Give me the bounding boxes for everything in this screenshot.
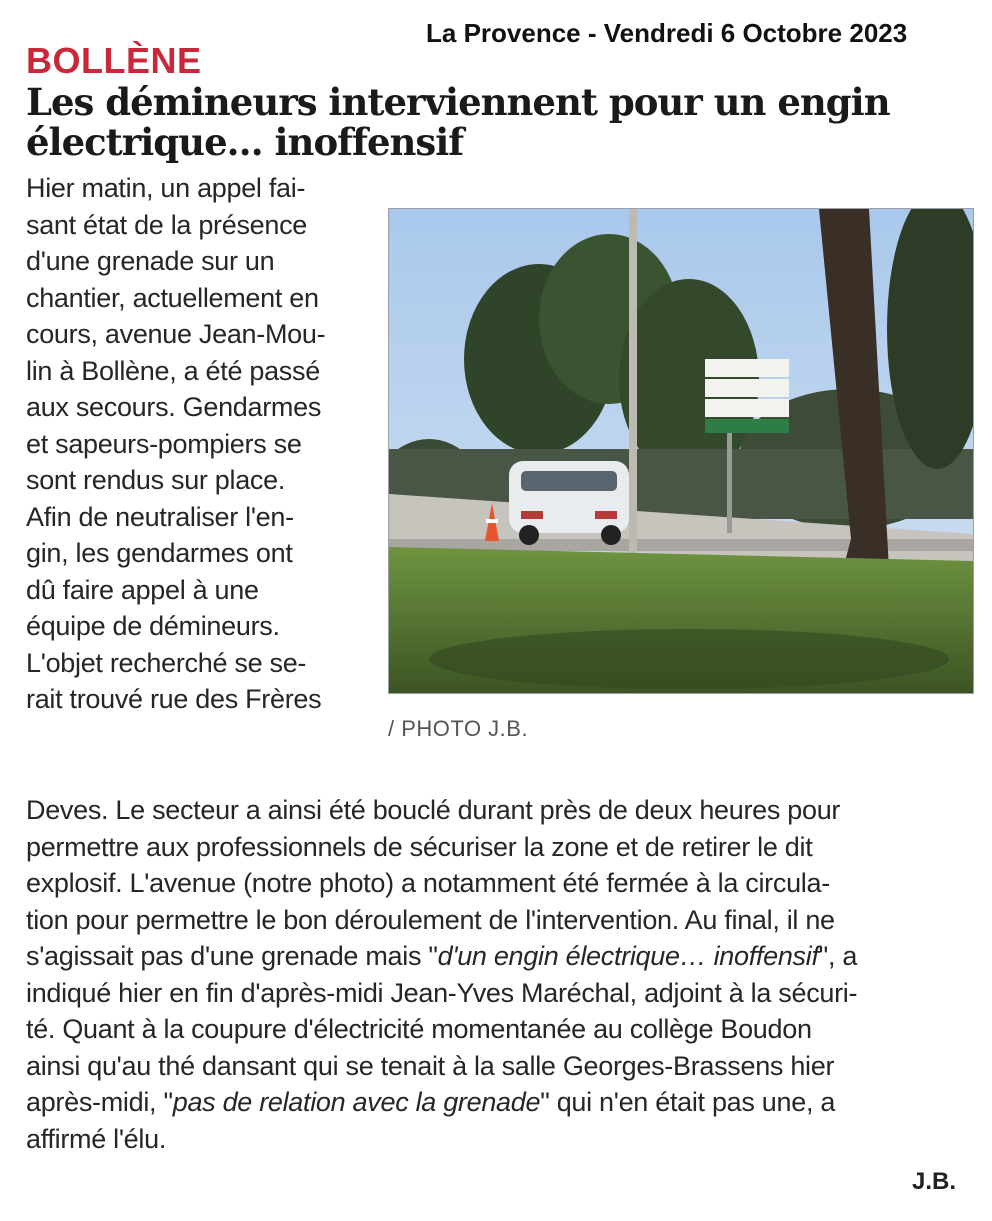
photo-credit: / PHOTO J.B. (388, 716, 529, 741)
text-line: L'objet recherché se se- (26, 647, 307, 678)
text-line: tion pour permettre le bon déroulement de l'intervention. Au final, il ne (26, 904, 835, 935)
text-fragment: " qui n'en était pas une, a (540, 1087, 836, 1117)
text-line: ainsi qu'au thé dansant qui se tenait à la salle Georges-Brassens hier (26, 1050, 835, 1081)
text-line: affirmé l'élu. (26, 1123, 167, 1154)
text-line: équipe de démineurs. (26, 611, 280, 641)
article-column-full (26, 792, 970, 1157)
street-scene-illustration (389, 209, 973, 693)
text-line: rait trouvé rue des Frères (26, 684, 322, 714)
text-line: sont rendus sur place. (26, 465, 286, 495)
text-fragment: après-midi, " (26, 1087, 173, 1117)
quoted-text: d'un engin électrique… inoffensif (437, 941, 819, 971)
text-line: dû faire appel à une (26, 574, 259, 605)
text-line: lin à Bollène, a été passé (26, 355, 320, 386)
newspaper-source-date: La Provence - Vendredi 6 Octobre 2023 (426, 18, 908, 48)
text-line: aux secours. Gendarmes (26, 392, 322, 422)
text-fragment: ", a (818, 941, 858, 971)
text-line: gin, les gendarmes ont (26, 538, 293, 568)
text-line-with-quote (26, 938, 970, 975)
headline-line: électrique… inoffensif (26, 120, 464, 164)
text-line: té. Quant à la coupure d'électricité momentanée au collège Boudon (26, 1014, 812, 1044)
text-line: Deves. Le secteur a ainsi été bouclé durant près de deux heures pour (26, 795, 841, 825)
quoted-text: pas de relation avec la grenade (172, 1087, 541, 1117)
article-headline (26, 82, 966, 162)
text-line: permettre aux professionnels de sécuriser la zone et de retirer le dit (26, 831, 813, 862)
location-kicker: BOLLÈNE (26, 40, 202, 81)
headline-line: Les démineurs interviennent pour un engin (26, 80, 890, 124)
text-fragment: s'agissait pas d'une grenade mais " (26, 941, 438, 971)
text-line-with-quote (26, 1084, 970, 1121)
text-line: indiqué hier en fin d'après-midi Jean-Yves Maréchal, adjoint à la sécuri- (26, 977, 858, 1008)
article-column-left (26, 170, 376, 718)
article-photo (388, 208, 974, 694)
text-line: cours, avenue Jean-Mou- (26, 319, 326, 349)
text-line: explosif. L'avenue (notre photo) a notamment été fermée à la circula- (26, 868, 830, 898)
text-line: et sapeurs-pompiers se (26, 428, 302, 459)
author-signature: J.B. (912, 1168, 957, 1195)
text-line: sant état de la présence (26, 209, 307, 240)
text-line: Afin de neutraliser l'en- (26, 501, 294, 532)
text-line: chantier, actuellement en (26, 282, 319, 313)
text-line: Hier matin, un appel fai- (26, 173, 306, 203)
text-line: d'une grenade sur un (26, 246, 275, 276)
